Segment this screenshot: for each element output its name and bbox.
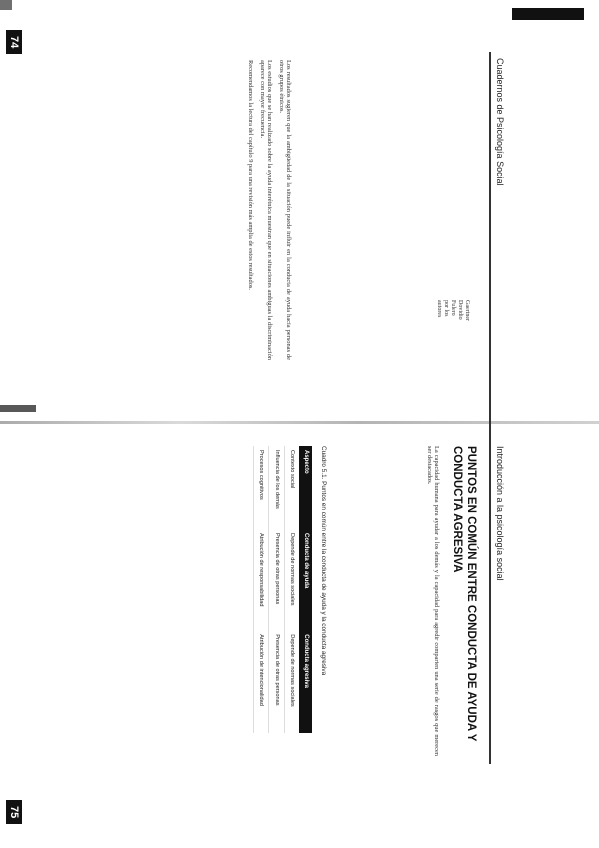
- running-head: Introducción a la psicología social: [495, 446, 505, 581]
- note-line: Gaertner: [464, 300, 470, 321]
- table-cell: Presencia de otras personas: [269, 630, 285, 733]
- table-row: [269, 446, 285, 733]
- note-column: [435, 300, 470, 321]
- table-row: [253, 446, 269, 733]
- table-header: Conducta agresiva: [299, 630, 312, 733]
- table-cell: Atribución de responsabilidad: [253, 529, 269, 630]
- body-paragraph: Los estudios que se han realizado sobre la ayuda interétnica muestran que en situaciones ambiguas la discriminación aparece con mayor frecuencia.: [258, 60, 274, 360]
- scan-edge-mark: [0, 0, 12, 10]
- page-number: 75: [6, 800, 22, 824]
- table-cell: Depende de normas sociales: [284, 630, 299, 733]
- table-row: [284, 446, 299, 733]
- note-line: autores: [436, 300, 442, 318]
- table-header: Aspecto: [299, 446, 312, 529]
- table-cell: Atribución de intencionalidad: [253, 630, 269, 733]
- table-cell: Influencia de los demás: [269, 446, 285, 529]
- comparison-table: [253, 446, 312, 733]
- table-cell: Presencia de otras personas: [269, 529, 285, 630]
- table-header: Conducta de ayuda: [299, 529, 312, 630]
- note-line: Dovidio: [457, 300, 463, 320]
- binding-gutter: [0, 421, 599, 424]
- body-paragraph: Recomendamos la lectura del capítulo 9 para una revisión más amplia de estos resultados.: [247, 60, 255, 290]
- page-number: 74: [6, 30, 22, 54]
- body-column: [247, 60, 292, 360]
- table-cell: Contexto social: [284, 446, 299, 529]
- section-title: PUNTOS EN COMÚN ENTRE CONDUCTA DE AYUDA Y CONDUCTA AGRESIVA: [451, 446, 477, 742]
- body-paragraph: La capacidad humana para ayudar a los demás y la capacidad para agredir comparten una serie de rasgos que merecen ser destacados.: [425, 446, 440, 756]
- scan-edge-mark: [0, 405, 36, 412]
- scan-edge-mark: [512, 8, 584, 20]
- running-head: Cuadernos de Psicología Social: [495, 58, 505, 186]
- note-line: Fulero: [450, 300, 456, 316]
- table-cell: Procesos cognitivos: [253, 446, 269, 529]
- margin-rule: [489, 52, 491, 764]
- table-caption: Cuadro 5.1. Puntos en común entre la conducta de ayuda y la conducta agresiva: [320, 446, 327, 676]
- note-line: por los: [443, 300, 449, 317]
- body-paragraph: Los resultados sugieren que la ambigüedad de la situación puede influir en la conducta de ayuda hacia personas de otros grupos étnicos.: [277, 60, 292, 360]
- table-cell: Depende de normas sociales: [284, 529, 299, 630]
